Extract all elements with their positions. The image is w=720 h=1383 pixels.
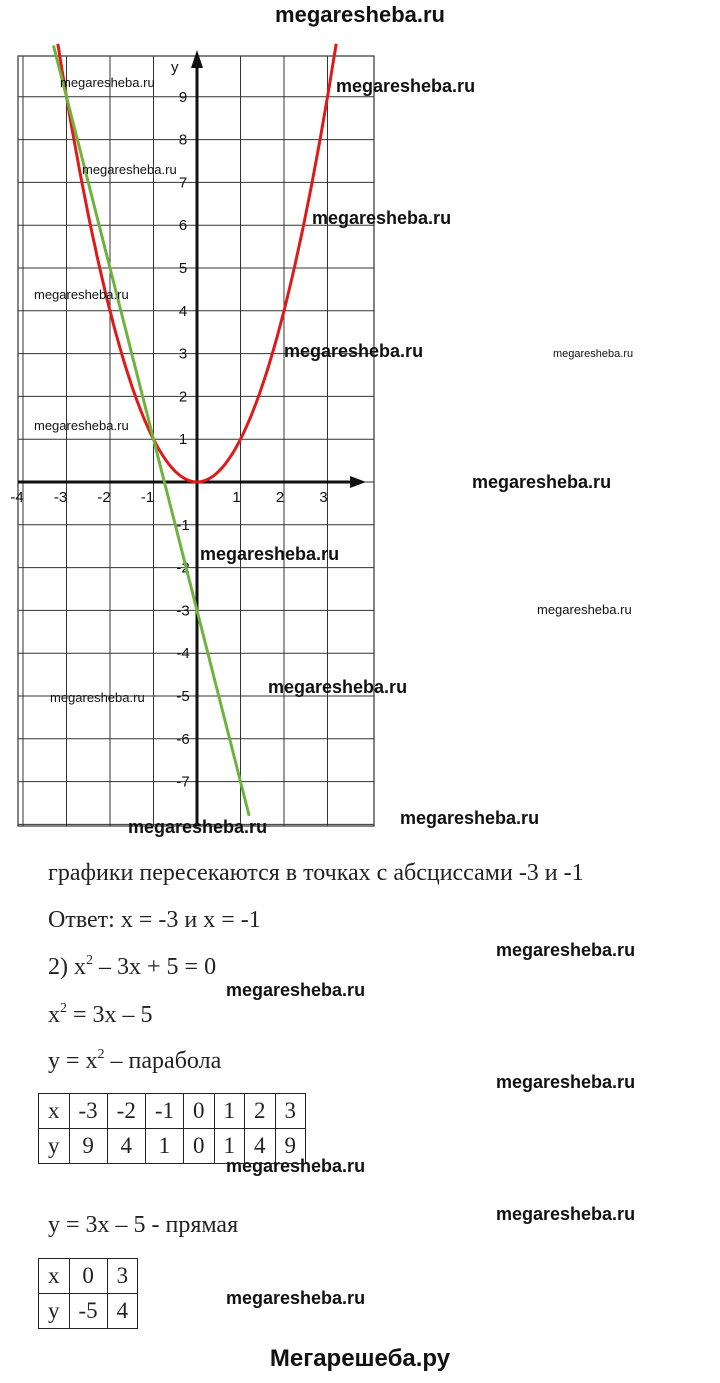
parabola-label: $y = x^2$ – парабола — [48, 1047, 222, 1074]
site-title: megaresheba.ru — [275, 2, 445, 27]
y-tick-label: 9 — [178, 88, 188, 106]
x-tick-label: -3 — [53, 489, 68, 506]
table-cell: -1 — [145, 1094, 183, 1129]
y-axis-label: y — [171, 59, 179, 76]
table-cell: 1 — [214, 1094, 245, 1129]
answer-line: Ответ: x = -3 и x = -1 — [48, 907, 261, 933]
watermark: megaresheba.ru — [226, 980, 366, 1000]
y-tick-label: 5 — [178, 260, 188, 277]
x-tick-label: 3 — [319, 489, 328, 506]
x-axis-arrow — [350, 476, 366, 488]
y-tick-label: -3 — [176, 602, 190, 620]
table-cell: 1 — [214, 1129, 245, 1164]
watermark: megaresheba.ru — [60, 75, 155, 90]
y-tick-label: -1 — [176, 516, 190, 534]
watermark: megaresheba.ru — [472, 472, 612, 492]
watermark: megaresheba.ru — [553, 348, 634, 360]
x-tick-label: -4 — [10, 489, 24, 506]
watermark: megaresheba.ru — [400, 808, 540, 828]
table-cell: 3 — [107, 1259, 138, 1294]
watermark: megaresheba.ru — [226, 1288, 366, 1308]
y-tick-label: 7 — [178, 174, 188, 192]
y-tick-label: 3 — [178, 345, 188, 363]
watermark: megaresheba.ru — [312, 208, 452, 228]
y-tick-label: -2 — [176, 559, 190, 577]
y-tick-label: 4 — [178, 302, 188, 320]
watermark: megaresheba.ru — [336, 76, 476, 96]
watermark: megaresheba.ru — [226, 1156, 366, 1176]
y-tick-label: -7 — [176, 773, 190, 791]
watermark: megaresheba.ru — [268, 677, 408, 697]
table-cell: 4 — [107, 1129, 145, 1164]
table-row — [39, 1294, 138, 1329]
watermark: megaresheba.ru — [496, 1204, 636, 1224]
table-cell: -5 — [69, 1294, 107, 1329]
watermark: megaresheba.ru — [496, 940, 636, 960]
y-tick-label: 2 — [178, 388, 188, 406]
y-tick-label: 8 — [178, 131, 188, 149]
line-label: y = 3x – 5 - прямая — [48, 1212, 239, 1238]
table-cell: -2 — [107, 1094, 145, 1129]
table-header-cell: x — [39, 1259, 70, 1294]
x-tick-label: -1 — [140, 489, 155, 506]
table-cell: 0 — [184, 1129, 215, 1164]
table-header-cell: y — [39, 1294, 70, 1329]
watermark: megaresheba.ru — [50, 690, 145, 705]
x-tick-label: 2 — [275, 489, 285, 506]
table-cell: -3 — [69, 1094, 107, 1129]
y-tick-label: 1 — [178, 431, 188, 449]
equation-2-rearranged: $x^2 = 3x - 5$ — [48, 1001, 153, 1028]
watermark: megaresheba.ru — [128, 817, 268, 837]
watermark: megaresheba.ru — [496, 1072, 636, 1092]
table-cell: 9 — [69, 1129, 107, 1164]
y-tick-label: -6 — [176, 730, 190, 748]
y-tick-label: 6 — [178, 217, 188, 235]
watermark: megaresheba.ru — [284, 341, 424, 361]
x-tick-label: -2 — [97, 489, 111, 506]
intersection-note: графики пересекаются в точках с абсциссами -3 и -1 — [48, 860, 584, 886]
equation-2: 2) $x^2 - 3x + 5 = 0$ — [48, 953, 217, 980]
table-cell: 0 — [184, 1094, 215, 1129]
watermark: megaresheba.ru — [537, 602, 632, 617]
y-axis-arrow — [191, 50, 203, 68]
table-header-cell: x — [39, 1094, 70, 1129]
table-cell: 2 — [245, 1094, 276, 1129]
watermark: megaresheba.ru — [200, 544, 340, 564]
table-row — [39, 1129, 306, 1164]
table-row — [39, 1094, 306, 1129]
y-tick-label: -4 — [176, 645, 190, 663]
table-header-cell: y — [39, 1129, 70, 1164]
line-values-table — [38, 1258, 138, 1329]
table-cell: 4 — [245, 1129, 276, 1164]
watermark: megaresheba.ru — [82, 162, 177, 177]
table-cell: 1 — [145, 1129, 183, 1164]
table-cell: 3 — [275, 1094, 306, 1129]
table-cell: 9 — [275, 1129, 306, 1164]
table-cell: 4 — [107, 1294, 138, 1329]
table-cell: 0 — [69, 1259, 107, 1294]
watermark: megaresheba.ru — [34, 418, 129, 433]
x-tick-label: 1 — [232, 489, 241, 506]
y-tick-label: -5 — [176, 688, 190, 705]
footer-brand: Мегарешеба.ру — [269, 1345, 451, 1372]
table-row — [39, 1259, 138, 1294]
watermark: megaresheba.ru — [34, 287, 129, 302]
parabola-values-table — [38, 1093, 306, 1164]
